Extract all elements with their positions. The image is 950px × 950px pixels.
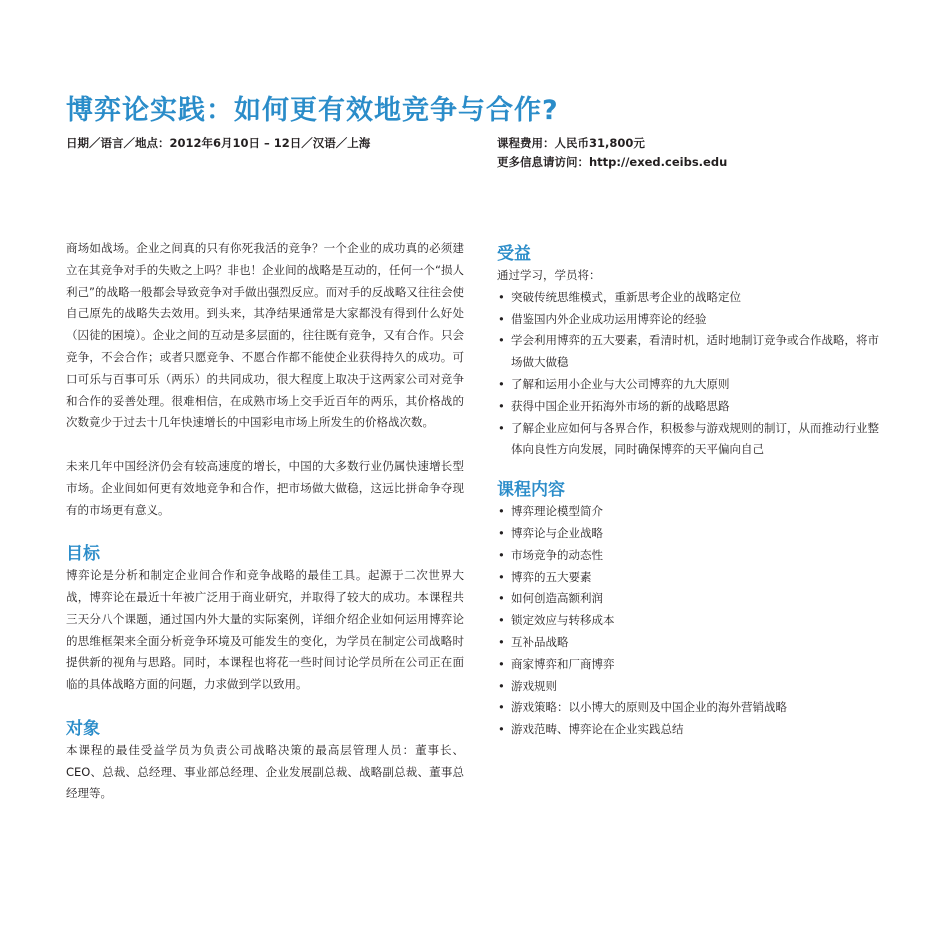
benefits-heading: 受益: [497, 244, 531, 264]
course-fee: 课程费用：人民币31,800元: [497, 136, 645, 150]
list-item: [497, 697, 889, 719]
list-item: [497, 719, 889, 741]
list-item-text: 博弈的五大要素: [511, 569, 592, 584]
list-item-text: 获得中国企业开拓海外市场的新的战略思路: [511, 398, 730, 413]
list-item-text: 如何创造高额利润: [511, 591, 603, 606]
list-item-text: 游戏范畴、博弈论在企业实践总结: [511, 722, 684, 737]
left-column: [66, 238, 464, 827]
bullet-icon: •: [498, 504, 505, 519]
list-item: [497, 567, 889, 589]
benefits-lead: 通过学习，学员将：: [497, 268, 601, 282]
bullet-icon: •: [498, 547, 505, 562]
list-item: [497, 610, 889, 632]
list-item: [497, 523, 889, 545]
bullet-icon: •: [498, 700, 505, 715]
bullet-icon: •: [498, 722, 505, 737]
list-item-text: 突破传统思维模式，重新思考企业的战略定位: [511, 289, 741, 304]
goal-heading: 目标: [66, 544, 100, 565]
course-content-heading: 课程内容: [497, 480, 565, 501]
intro-paragraph: 商场如战场。企业之间真的只有你死我活的竞争？一个企业的成功真的必须建立在其竞争对手的失败之上吗？非也！企业间的战略是互动的，任何一个“损人利己”的战略一般都会导致竞争对手做出强烈反应。而对手的反战略又往往会使自己原先的战略失去效用。到头来，其净结果通常是大家都没有得到什么好处（囚徒的困境）。企业之间的互动是多层面的，往往既有竞争，又有合作。只会竞争，不会合作；或者只愿竞争、不愿合作都不能使企业获得持久的成功。可口可乐与百事可乐（两乐）的共同成功，很大程度上取决于这两家公司对竞争和合作的妥善处理。很难相信，在成熟市场上交手近百年的两乐，其价格战的次数竟少于过去十几年快速增长的中国彩电市场上所发生的价格战次数。: [66, 241, 464, 430]
course-meta-date-language-location: [66, 134, 370, 153]
list-item: [497, 330, 889, 374]
list-item-text: 学会利用博弈的五大要素，看清时机，适时地制订竞争或合作战略，将市场做大做稳: [511, 333, 879, 370]
audience-text: 本课程的最佳受益学员为负责公司战略决策的最高层管理人员：董事长、CEO、总裁、总经理、事业部总经理、企业发展副总裁、战略副总裁、董事总经理等。: [66, 742, 464, 801]
list-item-text: 借鉴国内外企业成功运用博弈论的经验: [511, 311, 707, 326]
benefits-list: [497, 287, 889, 461]
list-item-text: 博弈理论模型简介: [511, 504, 603, 519]
course-meta-fee-url: [497, 134, 727, 172]
more-info-url: 更多信息请访问：http://exed.ceibs.edu: [497, 155, 728, 169]
bullet-icon: •: [498, 333, 505, 348]
list-item: [497, 545, 889, 567]
right-column: [497, 243, 889, 759]
bullet-icon: •: [498, 398, 505, 413]
list-item: [497, 654, 889, 676]
list-item: [497, 374, 889, 396]
list-item: [497, 588, 889, 610]
list-item: [497, 676, 889, 698]
bullet-icon: •: [498, 656, 505, 671]
list-item-text: 博弈论与企业战略: [511, 525, 603, 540]
bullet-icon: •: [498, 289, 505, 304]
list-item: [497, 501, 889, 523]
audience-heading: 对象: [66, 718, 100, 739]
bullet-icon: •: [498, 678, 505, 693]
list-item: [497, 418, 889, 462]
date-language-location: 日期／语言／地点：2012年6月10日 – 12日／汉语／上海: [66, 136, 371, 150]
list-item: [497, 396, 889, 418]
goal-text: 博弈论是分析和制定企业间合作和竞争战略的最佳工具。起源于二次世界大战，博弈论在最近十年被广泛用于商业研究，并取得了较大的成功。本课程共三天分八个课题，通过国内外大量的实际案例，详细介绍企业如何运用博弈论的思维框架来全面分析竞争环境及可能发生的变化，为学员在制定公司战略时提供新的视角与思路。同时，本课程也将花一些时间讨论学员所在公司正在面临的具体战略方面的问题，力求做到学以致用。: [66, 568, 464, 692]
page-title: 博弈论实践：如何更有效地竞争与合作?: [66, 95, 559, 126]
list-item-text: 锁定效应与转移成本: [511, 613, 615, 628]
intro-paragraph: 未来几年中国经济仍会有较高速度的增长，中国的大多数行业仍属快速增长型市场。企业间如何更有效地竞争和合作，把市场做大做稳，这远比拼命争夺现有的市场更有意义。: [66, 458, 464, 517]
bullet-icon: •: [498, 591, 505, 606]
list-item-text: 游戏规则: [511, 678, 557, 693]
list-item-text: 游戏策略：以小博大的原则及中国企业的海外营销战略: [511, 700, 787, 715]
list-item-text: 市场竞争的动态性: [511, 547, 603, 562]
bullet-icon: •: [498, 613, 505, 628]
list-item: [497, 309, 889, 331]
bullet-icon: •: [498, 569, 505, 584]
bullet-icon: •: [498, 525, 505, 540]
bullet-icon: •: [498, 634, 505, 649]
course-content-list: [497, 501, 889, 741]
list-item-text: 了解和运用小企业与大公司博弈的九大原则: [511, 376, 730, 391]
bullet-icon: •: [498, 311, 505, 326]
bullet-icon: •: [498, 420, 505, 435]
list-item-text: 商家博弈和厂商博弈: [511, 656, 615, 671]
list-item-text: 互补品战略: [511, 634, 569, 649]
list-item: [497, 287, 889, 309]
bullet-icon: •: [498, 376, 505, 391]
list-item-text: 了解企业应如何与各界合作，积极参与游戏规则的制订，从而推动行业整体向良性方向发展，同时确保博弈的天平偏向自己: [511, 420, 879, 457]
list-item: [497, 632, 889, 654]
